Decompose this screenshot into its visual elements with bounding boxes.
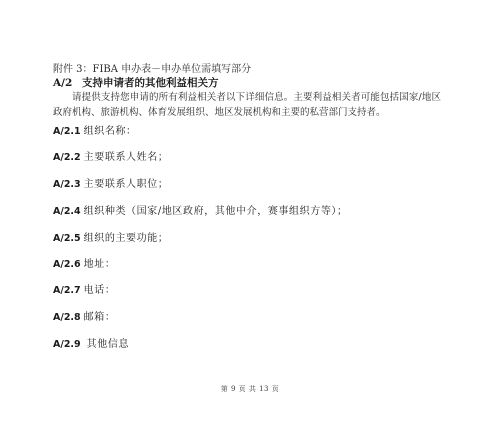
field-number: A/2.6 [53,259,81,270]
field-number: A/2.2 [53,152,81,163]
field-label: 组织名称： [83,126,137,137]
appendix-title: 附件 3：FIBA 申办表－申办单位需填写部分 [53,64,252,75]
field-number: A/2.4 [53,206,81,217]
field-other-info [53,338,129,352]
field-organization-type [53,205,348,219]
field-number: A/2.5 [53,233,81,244]
field-label: 邮箱： [83,312,116,323]
field-label: 主要联系人姓名； [83,152,169,163]
intro-paragraph [53,91,441,120]
field-number: A/2.1 [53,126,81,137]
field-label: 电话： [83,285,116,296]
field-label: 组织的主要功能； [83,233,169,244]
field-number: A/2.8 [53,312,81,323]
field-label: 组织种类（国家/地区政府，其他中介，赛事组织方等）； [83,206,348,217]
field-label: 主要联系人职位； [83,179,169,190]
field-number: A/2.9 [53,339,81,350]
field-number: A/2.7 [53,285,81,296]
field-main-functions [53,232,168,246]
field-contact-position [53,178,168,192]
field-email [53,311,115,325]
field-address [53,258,115,272]
field-number: A/2.3 [53,179,81,190]
intro-text: 请提供支持您申请的所有利益相关者以下详细信息。主要利益相关者可能包括国家/地区政府机构、旅游机构、体育发展组织、地区发展机构和主要的私营部门支持者。 [53,92,441,118]
section-title: 支持申请者的其他利益相关方 [81,77,219,89]
field-organization-name [53,125,137,139]
field-phone [53,284,115,298]
section-heading [53,76,218,90]
field-contact-name [53,151,168,165]
field-label: 其他信息 [86,339,130,350]
section-number: A/2 [53,77,73,89]
field-label: 地址： [83,259,116,270]
page-footer: 第 9 页 共 13 页 [220,385,280,393]
